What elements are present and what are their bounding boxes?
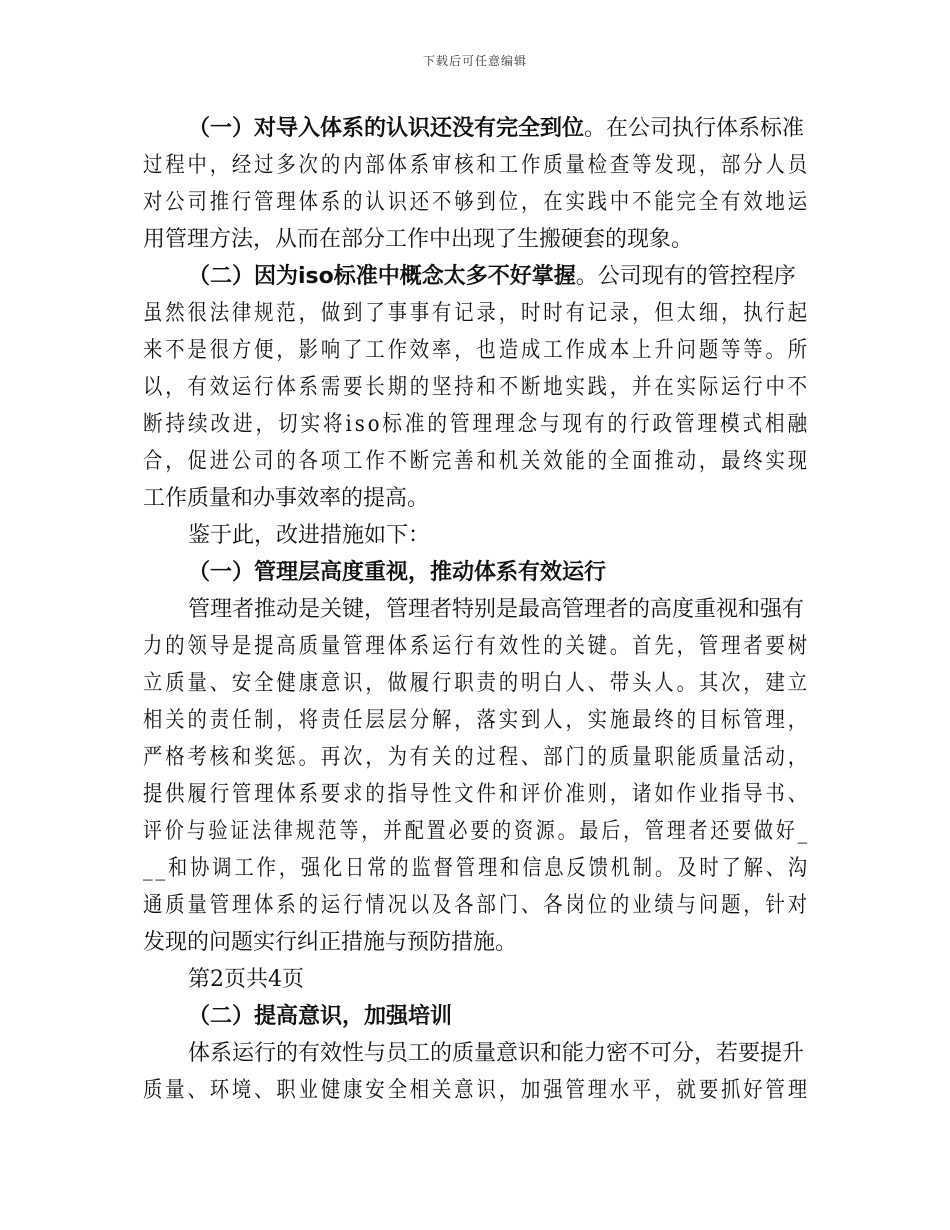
paragraph-line: 发现的问题实行纠正措施与预防措施。	[143, 930, 518, 955]
paragraph-line: 断持续改进，切实将iso标准的管理理念与现有的行政管理模式相融	[143, 412, 811, 437]
paragraph-line: 来不是很方便，影响了工作效率，也造成工作成本上升问题等等。所	[143, 338, 811, 363]
paragraph-line: 鉴于此，改进措施如下：	[188, 523, 431, 548]
paragraph-line: 质量、环境、职业健康安全相关意识，加强管理水平，就要抓好管理	[143, 1078, 811, 1103]
paragraph-line: __和协调工作，强化日常的监督管理和信息反馈机制。及时了解、沟	[143, 856, 811, 881]
paragraph-line: （二）因为iso标准中概念太多不好掌握。公司现有的管控程序	[188, 264, 796, 289]
paragraph-line: 提供履行管理体系要求的指导性文件和评价准则，诸如作业指导书、	[143, 782, 811, 807]
section-heading: （二）提高意识，加强培训	[188, 1004, 453, 1029]
paragraph-line: 工作质量和办事效率的提高。	[143, 486, 430, 511]
paragraph-line: 对公司推行管理体系的认识还不够到位，在实践中不能完全有效地运	[143, 190, 811, 215]
paragraph-line: 力的领导是提高质量管理体系运行有效性的关键。首先，管理者要树	[143, 634, 811, 659]
section-heading: （二）因为iso标准中概念太多不好掌握	[188, 264, 576, 289]
paragraph-line: 严格考核和奖惩。再次，为有关的过程、部门的质量职能质量活动，	[143, 745, 811, 770]
paragraph-line: 相关的责任制，将责任层层分解，落实到人，实施最终的目标管理，	[143, 708, 811, 733]
section-heading: （一）对导入体系的认识还没有完全到位	[188, 116, 585, 141]
section-heading: （一）管理层高度重视，推动体系有效运行	[188, 560, 607, 585]
page-number: 第2页共4页	[188, 967, 304, 992]
paragraph-line: 用管理方法，从而在部分工作中出现了生搬硬套的现象。	[143, 227, 694, 252]
paragraph-line: 管理者推动是关键，管理者特别是最高管理者的高度重视和强有	[188, 597, 805, 622]
paragraph-line: （一）对导入体系的认识还没有完全到位。在公司执行体系标准	[188, 116, 805, 141]
paragraph-line: 立质量、安全健康意识，做履行职责的明白人、带头人。其次，建立	[143, 671, 811, 696]
page-header: 下载后可任意编辑	[422, 54, 527, 68]
paragraph-line: 虽然很法律规范，做到了事事有记录，时时有记录，但太细，执行起	[143, 301, 811, 326]
paragraph-line: 合，促进公司的各项工作不断完善和机关效能的全面推动，最终实现	[143, 449, 811, 474]
paragraph-line: 体系运行的有效性与员工的质量意识和能力密不可分，若要提升	[188, 1041, 805, 1066]
paragraph-line: 通质量管理体系的运行情况以及各部门、各岗位的业绩与问题，针对	[143, 893, 811, 918]
paragraph-line: 以，有效运行体系需要长期的坚持和不断地实践，并在实际运行中不	[143, 375, 811, 400]
paragraph-line: 评价与验证法律规范等，并配置必要的资源。最后，管理者还要做好_	[143, 819, 810, 844]
paragraph-line: 过程中，经过多次的内部体系审核和工作质量检查等发现，部分人员	[143, 153, 811, 178]
